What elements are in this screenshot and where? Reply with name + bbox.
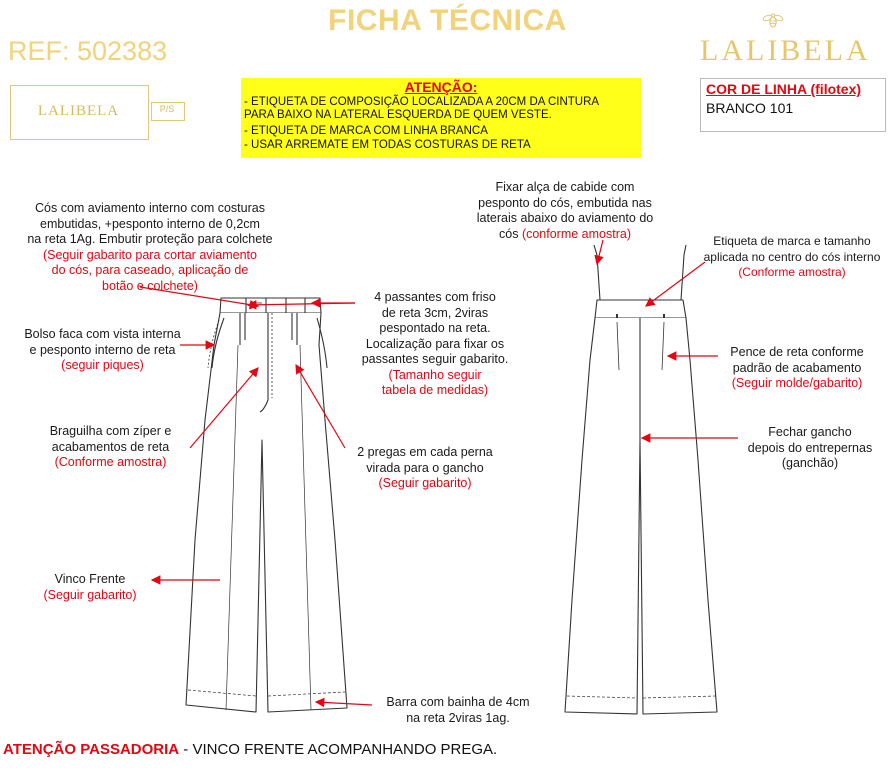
page-title: FICHA TÉCNICA <box>328 4 567 37</box>
label-tag-brand: LALIBELA <box>37 103 120 119</box>
note-crease: Vinco Frente (Seguir gabarito) <box>43 572 137 602</box>
note-pleats: 2 pregas em cada perna virada para o gancho (Seguir gabarito) <box>357 445 493 490</box>
attention-title: ATENÇÃO: <box>404 79 478 95</box>
note-fly: Braguilha com zíper e acabamentos de reta (Conforme amostra) <box>49 424 172 469</box>
size-tag-label: P/S <box>159 104 175 114</box>
note-brand-label: Etiqueta de marca e tamanho aplicada no centro do cós interno (Conforme amostra) <box>703 234 881 279</box>
note-hook: Fechar gancho depois do entrepernas (ganchão) <box>747 425 873 470</box>
brand-logo: LALIBELA <box>700 34 871 67</box>
attention-line: PARA BAIXO NA LATERAL ESQUERDA DE QUEM VESTE. <box>244 109 552 121</box>
ironing-warning: ATENÇÃO PASSADORIA - VINCO FRENTE ACOMPANHANDO PREGA. <box>3 741 498 758</box>
attention-line: - USAR ARREMATE EM TODAS COSTURAS DE RETA <box>244 139 531 151</box>
thread-color-value: BRANCO 101 <box>706 100 794 116</box>
note-loops: 4 passantes com friso de reta 3cm, 2viras pespontado na reta. Localização para fixar os passantes seguir gabarito. (Tamanho seguir tabela de medidas) <box>361 290 509 397</box>
reference-code: REF: 502383 <box>8 36 168 66</box>
note-hem: Barra com bainha de 4cm na reta 2viras 1ag. <box>386 695 530 725</box>
note-hanger: Fixar alça de cabide com pesponto do cós, embutida nas laterais abaixo do aviamento do cós (conforme amostra) <box>476 180 654 241</box>
attention-line: - ETIQUETA DE MARCA COM LINHA BRANCA <box>244 125 488 137</box>
note-waistband: Cós com aviamento interno com costuras embutidas, +pesponto interno de 0,2cm na reta 1Ag. Embutir proteção para colchete (Seguir gabarito para cortar aviamento do cós, para caseado, aplicação de botão e colchete) <box>27 201 273 293</box>
arrow-hanger <box>597 240 603 264</box>
note-dart: Pence de reta conforme padrão de acabamento (Seguir molde/gabarito) <box>730 345 864 390</box>
front-pants-drawing <box>186 298 347 712</box>
note-pocket: Bolso faca com vista interna e pesponto interno de reta (seguir piques) <box>24 327 181 372</box>
thread-color-title: COR DE LINHA (filotex) <box>706 81 862 97</box>
back-pants-drawing <box>565 245 717 714</box>
attention-line: - ETIQUETA DE COMPOSIÇÃO LOCALIZADA A 20CM DA CINTURA <box>244 96 600 108</box>
